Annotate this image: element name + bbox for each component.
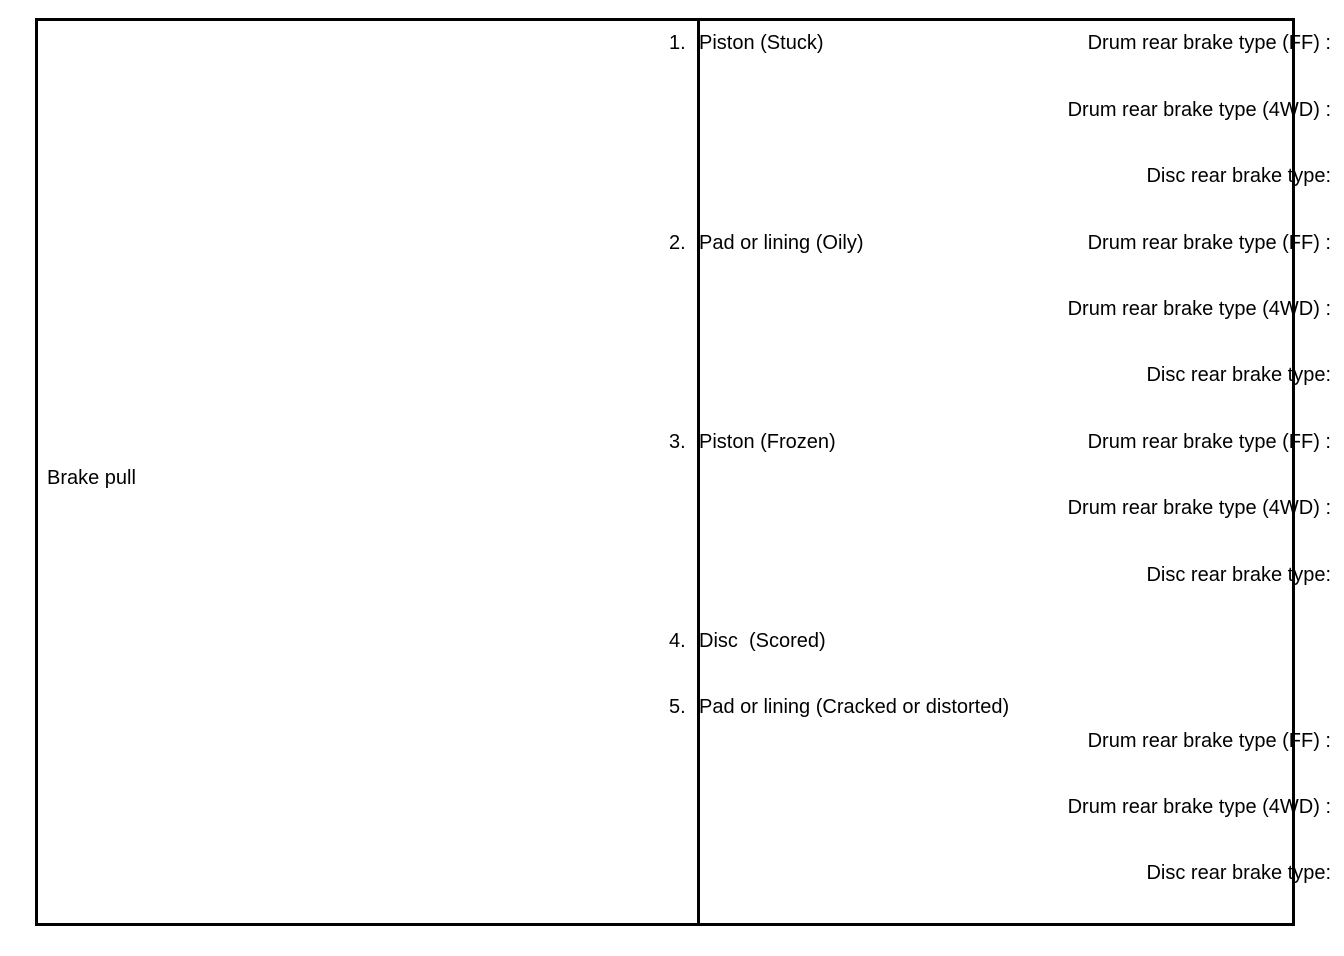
troubleshooting-table: [35, 18, 1295, 926]
cause-number: 5.: [669, 696, 686, 718]
cause-number: 3.: [669, 431, 686, 453]
cause-subitem: Drum rear brake type (4WD) :: [1067, 298, 1331, 320]
cause-subitem: Drum rear brake type (4WD) :: [1067, 796, 1331, 818]
cause-subitem: Drum rear brake type (4WD) :: [1067, 99, 1331, 121]
symptom-cell: Brake pull: [47, 467, 136, 489]
cause-number: 2.: [669, 232, 686, 254]
cause-number: 4.: [669, 630, 686, 652]
cause-subitem: Disc rear brake type:: [1146, 165, 1331, 187]
cause-subitem: Disc rear brake type:: [1146, 564, 1331, 586]
cause-subitem: Disc rear brake type:: [1146, 364, 1331, 386]
cause-subitem: Drum rear brake type (4WD) :: [1067, 497, 1331, 519]
cause-label: Pad or lining (Oily): [699, 232, 864, 254]
cause-subitem: Drum rear brake type (FF) :: [1087, 232, 1331, 254]
cause-number: 1.: [669, 32, 686, 54]
cause-label: Pad or lining (Cracked or distorted): [699, 696, 1010, 718]
cause-label: Piston (Frozen): [699, 431, 836, 453]
cause-label: Disc (Scored): [699, 630, 826, 652]
column-divider: [697, 21, 700, 923]
cause-subitem: Drum rear brake type (FF) :: [1087, 431, 1331, 453]
cause-label: Piston (Stuck): [699, 32, 824, 54]
cause-subitem: Drum rear brake type (FF) :: [1087, 32, 1331, 54]
cause-subitem: Drum rear brake type (FF) :: [1087, 730, 1331, 752]
cause-subitem: Disc rear brake type:: [1146, 862, 1331, 884]
